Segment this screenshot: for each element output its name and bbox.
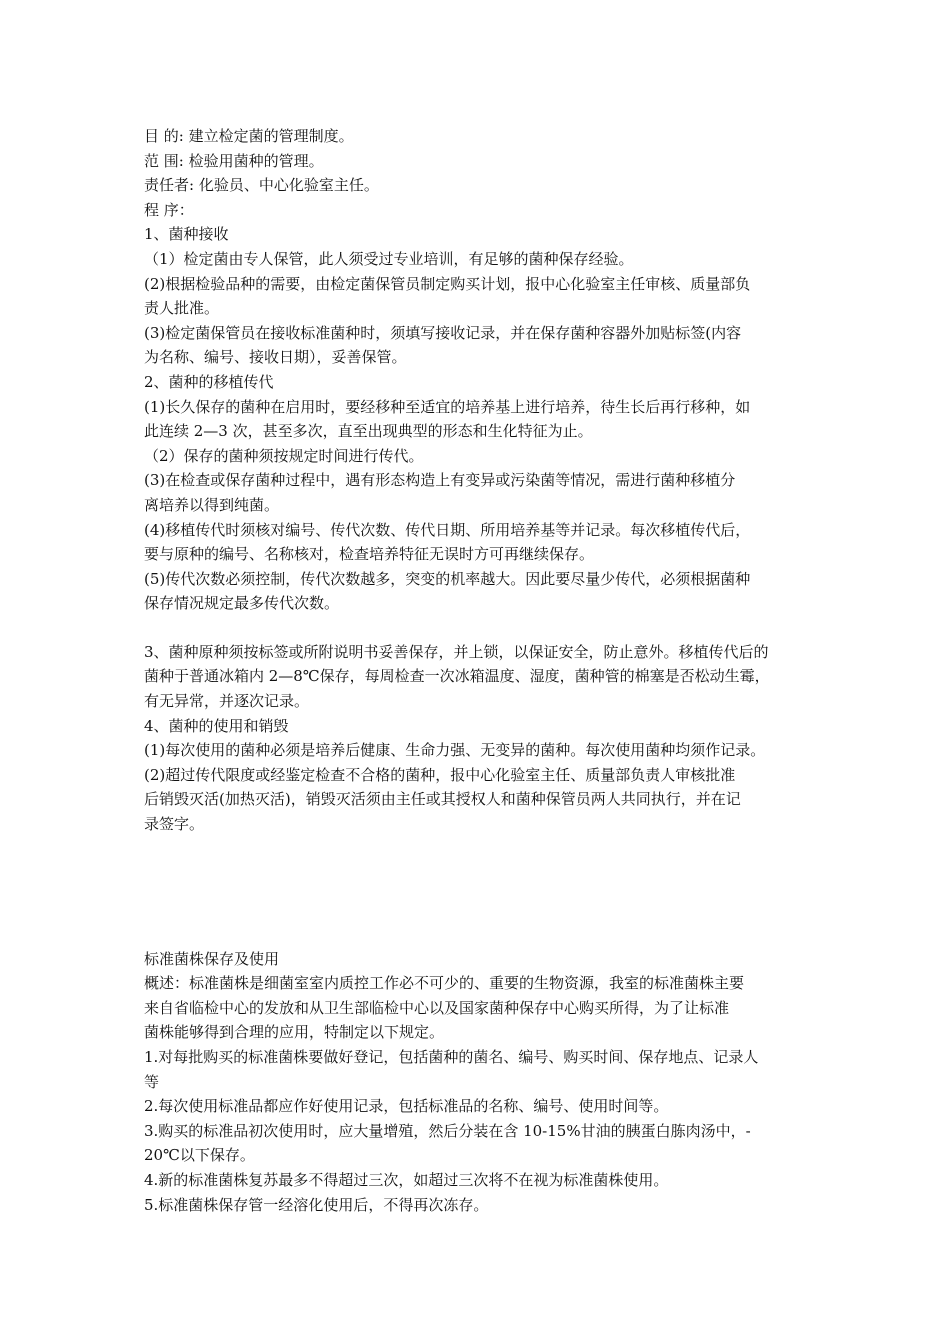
text-line: (1)长久保存的菌种在启用时，要经移种至适宜的培养基上进行培养，待生长后再行移种，如 bbox=[144, 397, 751, 416]
text-line: 离培养以得到纯菌。 bbox=[144, 495, 280, 514]
text-line: (1)每次使用的菌种必须是培养后健康、生命力强、无变异的菌种。每次使用菌种均须作记录。 bbox=[144, 741, 766, 760]
text-line: 1.对每批购买的标准菌株要做好登记，包括菌种的菌名、编号、购买时间、保存地点、记录人 bbox=[144, 1048, 759, 1066]
text-line: 等 bbox=[144, 1072, 160, 1091]
text-line: 程 序： bbox=[144, 200, 194, 219]
text-line: 菌株能够得到合理的应用，特制定以下规定。 bbox=[144, 1023, 445, 1042]
text-line: 此连续 2—3 次，甚至多次，直至出现典型的形态和生化特征为止。 bbox=[144, 422, 593, 441]
text-line: 范 围: 检验用菌种的管理。 bbox=[144, 151, 324, 170]
text-line: 5.标准菌株保存管一经溶化使用后，不得再次冻存。 bbox=[144, 1195, 489, 1214]
heading-line: 4、菌种的使用和销毁 bbox=[144, 716, 289, 735]
section-standard-strains bbox=[144, 947, 824, 1218]
text-line: (2)超过传代限度或经鉴定检查不合格的菌种，报中心化验室主任、质量部负责人审核批准 bbox=[144, 765, 736, 784]
section-title: 标准菌株保存及使用 bbox=[144, 949, 280, 968]
text-line: 20℃以下保存。 bbox=[144, 1146, 255, 1165]
text-line: (2)根据检验品种的需要，由检定菌保管员制定购买计划，报中心化验室主任审核、质量部负 bbox=[144, 274, 751, 293]
section-management-procedure bbox=[144, 124, 824, 616]
text-line: 录签字。 bbox=[144, 815, 205, 834]
text-line: 4.新的标准菌株复苏最多不得超过三次，如超过三次将不在视为标准菌株使用。 bbox=[144, 1170, 669, 1189]
text-line: 概述：标准菌株是细菌室室内质控工作必不可少的、重要的生物资源，我室的标准菌株主要 bbox=[144, 974, 745, 993]
text-line: 责人批准。 bbox=[144, 299, 220, 318]
text-line: 责任者: 化验员、中心化验室主任。 bbox=[144, 176, 379, 195]
text-line: 来自省临检中心的发放和从卫生部临检中心以及国家菌种保存中心购买所得，为了让标准 bbox=[144, 998, 730, 1017]
text-line: 2.每次使用标准品都应作好使用记录，包括标准品的名称、编号、使用时间等。 bbox=[144, 1097, 669, 1116]
text-line: 有无异常，并逐次记录。 bbox=[144, 692, 310, 711]
text-line: (3)检定菌保管员在接收标准菌种时，须填写接收记录，并在保存菌种容器外加贴标签(内容 bbox=[144, 323, 742, 342]
text-line: （2）保存的菌种须按规定时间进行传代。 bbox=[144, 446, 424, 465]
text-line: (3)在检查或保存菌种过程中，遇有形态构造上有变异或污染菌等情况，需进行菌种移植分 bbox=[144, 471, 736, 490]
section-storage-and-disposal bbox=[144, 640, 824, 837]
text-line: 3、菌种原种须按标签或所附说明书妥善保存，并上锁，以保证安全，防止意外。移植传代后的 bbox=[144, 642, 769, 661]
text-line: (5)传代次数必须控制，传代次数越多，突变的机率越大。因此要尽量少传代，必须根据菌种 bbox=[144, 569, 751, 588]
text-line: 保存情况规定最多传代次数。 bbox=[144, 594, 340, 613]
heading-line: 1、菌种接收 bbox=[144, 225, 229, 244]
heading-line: 2、菌种的移植传代 bbox=[144, 372, 274, 391]
text-line: 3.购买的标准品初次使用时，应大量增殖，然后分装在含 10-15%甘油的胰蛋白胨肉汤中，- bbox=[144, 1121, 751, 1140]
text-line: (4)移植传代时须核对编号、传代次数、传代日期、所用培养基等并记录。每次移植传代后， bbox=[144, 520, 751, 539]
text-line: 菌种于普通冰箱内 2—8℃保存，每周检查一次冰箱温度、湿度，菌种管的棉塞是否松动生霉， bbox=[144, 667, 770, 686]
section-gap bbox=[144, 837, 824, 947]
document-body bbox=[144, 124, 824, 1217]
text-line: 要与原种的编号、名称核对，检查培养特征无误时方可再继续保存。 bbox=[144, 545, 595, 564]
text-line: 后销毁灭活(加热灭活)，销毁灭活须由主任或其授权人和菌种保管员两人共同执行，并在记 bbox=[144, 790, 741, 809]
paragraph-gap bbox=[144, 616, 824, 640]
text-line: 目 的: 建立检定菌的管理制度。 bbox=[144, 127, 354, 145]
text-line: 为名称、编号、接收日期），妥善保管。 bbox=[144, 348, 407, 367]
text-line: （1）检定菌由专人保管，此人须受过专业培训，有足够的菌种保存经验。 bbox=[144, 249, 634, 268]
